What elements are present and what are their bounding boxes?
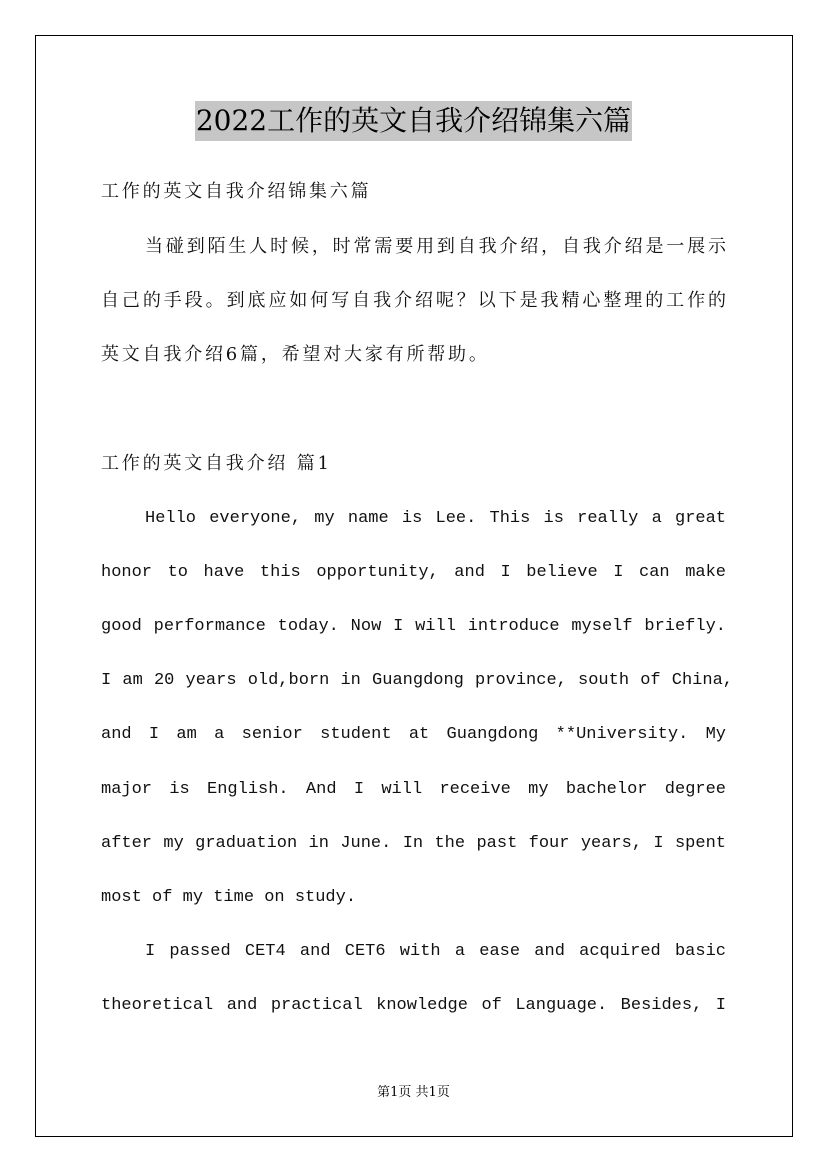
body-line: theoretical and practical knowledge of Language. Besides, I	[101, 996, 726, 1015]
section-heading: 工作的英文自我介绍 篇1	[101, 453, 332, 474]
body-line: major is English. And I will receive my bachelor degree	[101, 780, 726, 799]
body-line: most of my time on study.	[101, 888, 357, 907]
body-line: I am 20 years old,born in Guangdong province, south of China,	[101, 671, 733, 690]
document-title: 2022工作的英文自我介绍锦集六篇	[195, 101, 632, 141]
title-container	[0, 101, 827, 141]
body-line: I passed CET4 and CET6 with a ease and acquired basic	[145, 942, 726, 961]
body-line: Hello everyone, my name is Lee. This is really a great	[145, 509, 726, 528]
page-footer: 第1页 共1页	[377, 1085, 450, 1100]
body-line: good performance today. Now I will introduce myself briefly.	[101, 617, 726, 636]
body-line: honor to have this opportunity, and I believe I can make	[101, 563, 726, 582]
document-subtitle: 工作的英文自我介绍锦集六篇	[101, 181, 372, 202]
intro-line: 当碰到陌生人时候，时常需要用到自我介绍，自我介绍是一展示	[145, 236, 726, 257]
body-line: after my graduation in June. In the past four years, I spent	[101, 834, 726, 853]
body-line: and I am a senior student at Guangdong **University. My	[101, 725, 726, 744]
intro-line: 自己的手段。到底应如何写自我介绍呢？以下是我精心整理的工作的	[101, 290, 726, 311]
intro-line: 英文自我介绍6篇，希望对大家有所帮助。	[101, 344, 490, 365]
